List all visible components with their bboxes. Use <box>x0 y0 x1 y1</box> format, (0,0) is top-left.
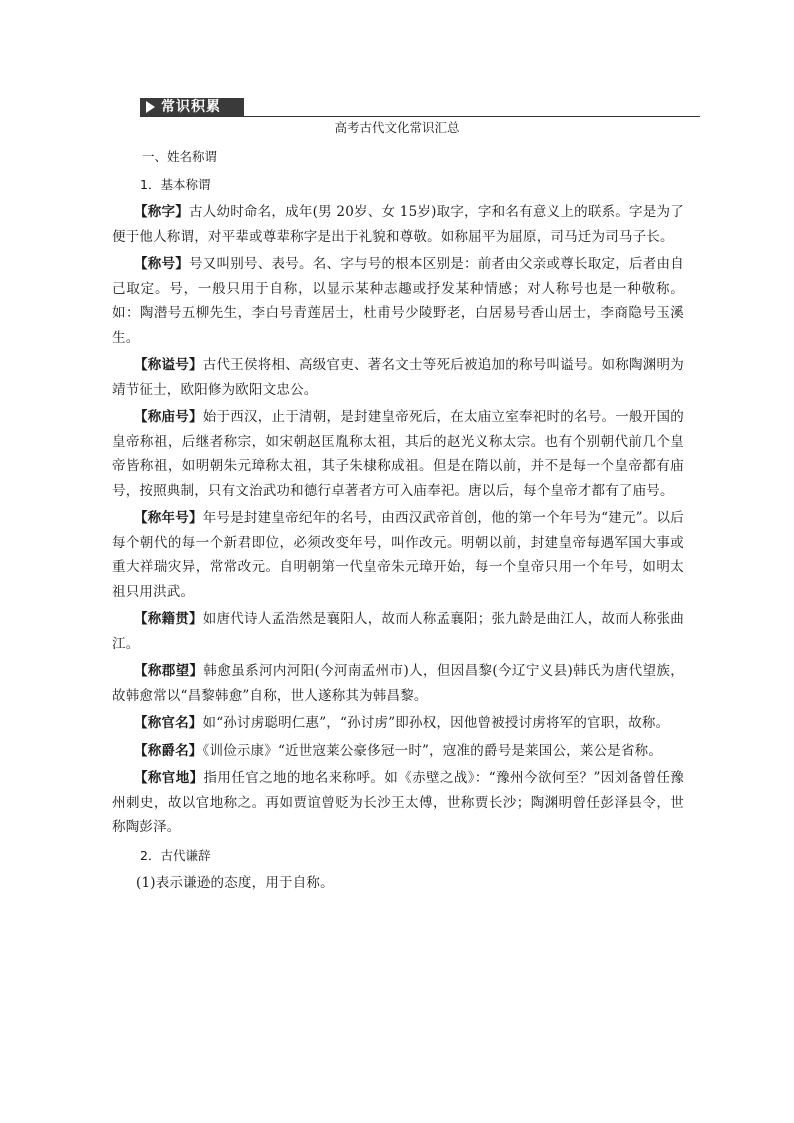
paragraph-text: 号又叫别号、表号。名、字与号的根本区别是：前者由父亲或尊长取定，后者由自己取定。号，一般只用于自称，以显示某种志趣或抒发某种情感；对人称号也是一种敬称。如：陶潜号五柳先生，李白号青莲居士，杜甫号少陵野老，白居易号香山居士，李商隐号玉溪生。 <box>112 256 684 346</box>
paragraph-text: 古人幼时命名，成年(男 20岁、女 15岁)取字，字和名有意义上的联系。字是为了便于他人称谓，对平辈或尊辈称字是出于礼貌和尊敬。如称屈平为屈原，司马迁为司马子长。 <box>112 204 684 245</box>
paragraph <box>112 506 684 604</box>
paragraph-text: 《训俭示康》“近世寇莱公豪侈冠一时”，寇准的爵号是莱国公，莱公是省称。 <box>202 742 663 759</box>
paragraph <box>112 353 684 402</box>
term-label: 【称谥号】 <box>134 357 203 373</box>
term-label: 【称官名】 <box>134 715 203 731</box>
paragraph <box>112 252 684 350</box>
paragraph <box>112 200 684 249</box>
term-label: 【称爵名】 <box>134 742 203 759</box>
paragraph-text: 如“孙讨虏聪明仁惠”，“孙讨虏”即孙权，因他曾被授讨虏将军的官职，故称。 <box>202 715 670 731</box>
paragraph-text: 年号是封建皇帝纪年的名号，由西汉武帝首创，他的第一个年号为“建元”。以后每个朝代的每一个新君即位，必须改变年号，叫作改元。明朝以前，封建皇帝每遇军国大事或重大祥瑞灾异，常常改元。自明朝第一代皇帝朱元璋开始，每一个皇帝只用一个年号，如明太祖只用洪武。 <box>112 510 684 600</box>
paragraph <box>112 405 684 503</box>
header-rule <box>140 116 700 117</box>
term-label: 【称官地】 <box>134 770 204 786</box>
section-heading: 一、姓名称谓 <box>142 149 218 164</box>
paragraph <box>112 659 684 708</box>
paragraph-text: 韩愈虽系河内河阳(今河南孟州市)人，但因昌黎(今辽宁义县)韩氏为唐代望族，故韩愈常以“昌黎韩愈”自称，世人遂称其为韩昌黎。 <box>112 663 685 704</box>
paragraph <box>112 739 684 764</box>
paragraph-text: 指用任官之地的地名来称呼。如《赤壁之战》：“豫州今欲何至？”因刘备曾任豫州刺史，故以官地称之。再如贾谊曾贬为长沙王太傅，世称贾长沙；陶渊明曾任彭泽县令，世称陶彭泽。 <box>112 770 684 835</box>
section-header-tab <box>140 98 244 116</box>
paragraph <box>112 766 684 840</box>
section-header-label: 常识积累 <box>161 99 221 115</box>
document-body <box>112 144 684 895</box>
term-label: 【称年号】 <box>134 510 203 526</box>
paragraph-text: 如唐代诗人孟浩然是襄阳人，故而人称孟襄阳；张九龄是曲江人，故而人称张曲江。 <box>112 611 685 652</box>
page-title: 高考古代文化常识汇总 <box>334 120 460 135</box>
term-label: 【称庙号】 <box>134 409 203 425</box>
list-item: (1)表示谦逊的态度，用于自称。 <box>136 874 334 891</box>
paragraph <box>112 607 684 656</box>
subsection-heading: 2．古代谦辞 <box>140 847 211 863</box>
subsection-heading: 1．基本称谓 <box>140 177 211 192</box>
section-header-bar <box>140 98 700 118</box>
term-label: 【称籍贯】 <box>134 611 203 627</box>
term-label: 【称字】 <box>134 204 189 220</box>
term-label: 【称号】 <box>134 256 190 272</box>
paragraph-text: 始于西汉，止于清朝，是封建皇帝死后，在太庙立室奉祀时的名号。一般开国的皇帝称祖，后继者称宗，如宋朝赵匡胤称太祖，其后的赵光义称太宗。也有个别朝代前几个皇帝皆称祖，如明朝朱元璋称太祖，其子朱棣称成祖。但是在隋以前，并不是每一个皇帝都有庙号，按照典制，只有文治武功和德行卓著者方可入庙奉祀。唐以后，每个皇帝才都有了庙号。 <box>112 409 685 499</box>
paragraph <box>112 711 684 736</box>
play-arrow-icon <box>146 101 155 113</box>
paragraph-text: 古代王侯将相、高级官吏、著名文士等死后被追加的称号叫谥号。如称陶渊明为靖节征士，欧阳修为欧阳文忠公。 <box>112 357 685 398</box>
term-label: 【称郡望】 <box>134 663 204 679</box>
